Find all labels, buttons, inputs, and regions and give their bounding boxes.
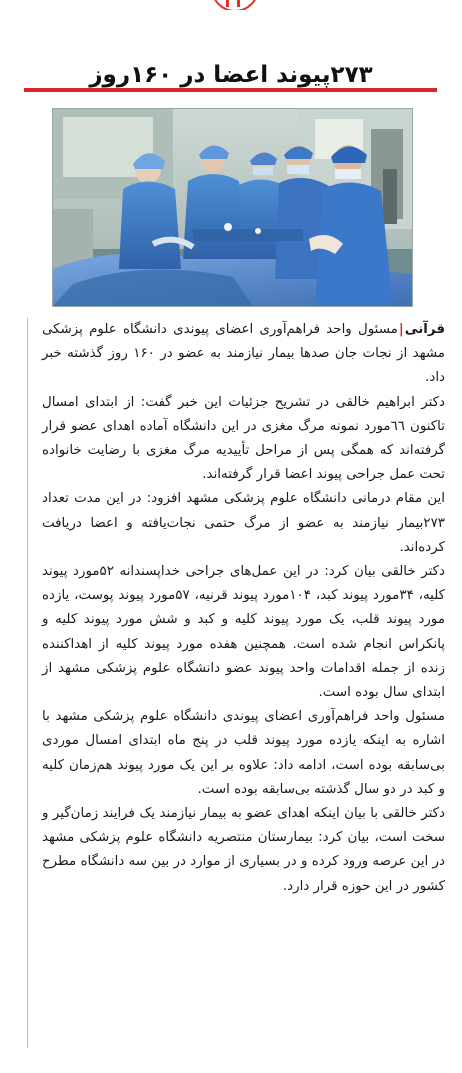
article-paragraph bbox=[42, 318, 445, 391]
lead-text: مسئول واحد فراهم‌آوری اعضای پیوندی دانشگاه علوم پزشکی مشهد از نجات جان صدها بیمار نیازمند به عضو در ۱۶۰ روز گذشته خبر داد. bbox=[42, 322, 445, 386]
page-title: ۲۷۳پیوند اعضا در ۱۶۰روز bbox=[89, 62, 373, 89]
top-ornament bbox=[205, 0, 261, 10]
title-divider bbox=[24, 88, 437, 92]
source-separator: | bbox=[398, 322, 404, 337]
surgery-photo bbox=[52, 108, 413, 307]
article-paragraph: مسئول واحد فراهم‌آوری اعضای پیوندی دانشگاه علوم پزشکی مشهد با اشاره به اینکه یازده مورد پیوند قلب در پنج ماه ابتدای امسال موردی بی‌سابقه بوده است، ادامه داد: علاوه بر این یک مورد پیوند هم‌زمان کلیه و کبد در دو سال گذشته بی‌سابقه بوده است. bbox=[42, 709, 445, 797]
article-paragraph: دکتر خالقی بیان کرد: در این عمل‌های جراحی خداپسندانه ۵۲مورد پیوند کلیه، ۳۴مورد پیوند کبد، ۱۰۴مورد پیوند قرنیه، ۵۷مورد پیوند پوست، یازده مورد پیوند قلب، یک مورد پیوند کلیه و کبد و شش مورد پیوند کلیه و پانکراس انجام شده است. همچنین هفده مورد پیوند کلیه از اهداکننده زنده از جمله اقدامات واحد پیوند عضو دانشگاه علوم پزشکی مشهد از ابتدای سال بوده است. bbox=[42, 564, 446, 701]
article-paragraph: دکتر خالقی با بیان اینکه اهدای عضو به بیمار نیازمند یک فرایند زمان‌گیر و سخت است، بیان کرد: بیمارستان منتصریه دانشگاه علوم پزشکی مشهد در این عرصه ورود کرده و در بسیاری از موارد در بین سه دانشگاه مطرح کشور در این حوزه قرار دارد. bbox=[42, 806, 445, 894]
source-label: قرآنی bbox=[404, 322, 445, 337]
column-rule bbox=[27, 318, 28, 1048]
article-paragraph: این مقام درمانی دانشگاه علوم پزشکی مشهد افزود: در این مدت تعداد ۲۷۳بیمار نیازمند به عضو از مرگ حتمی نجات‌یافته و اعضا دریافت کرده‌اند. bbox=[42, 491, 445, 555]
article-body bbox=[42, 318, 445, 899]
article-paragraph: دکتر ابراهیم خالقی در تشریح جزئیات این خبر گفت: از ابتدای امسال تاکنون ٦٦مورد نمونه مرگ مغزی در این دانشگاه آماده اهدای عضو قرار گرفته‌اند که همگی پس از مراحل تأییدیه مرگ مغزی با رضایت خانواده تحت عمل جراحی پیوند اعضا قرار گرفته‌اند. bbox=[42, 394, 445, 483]
